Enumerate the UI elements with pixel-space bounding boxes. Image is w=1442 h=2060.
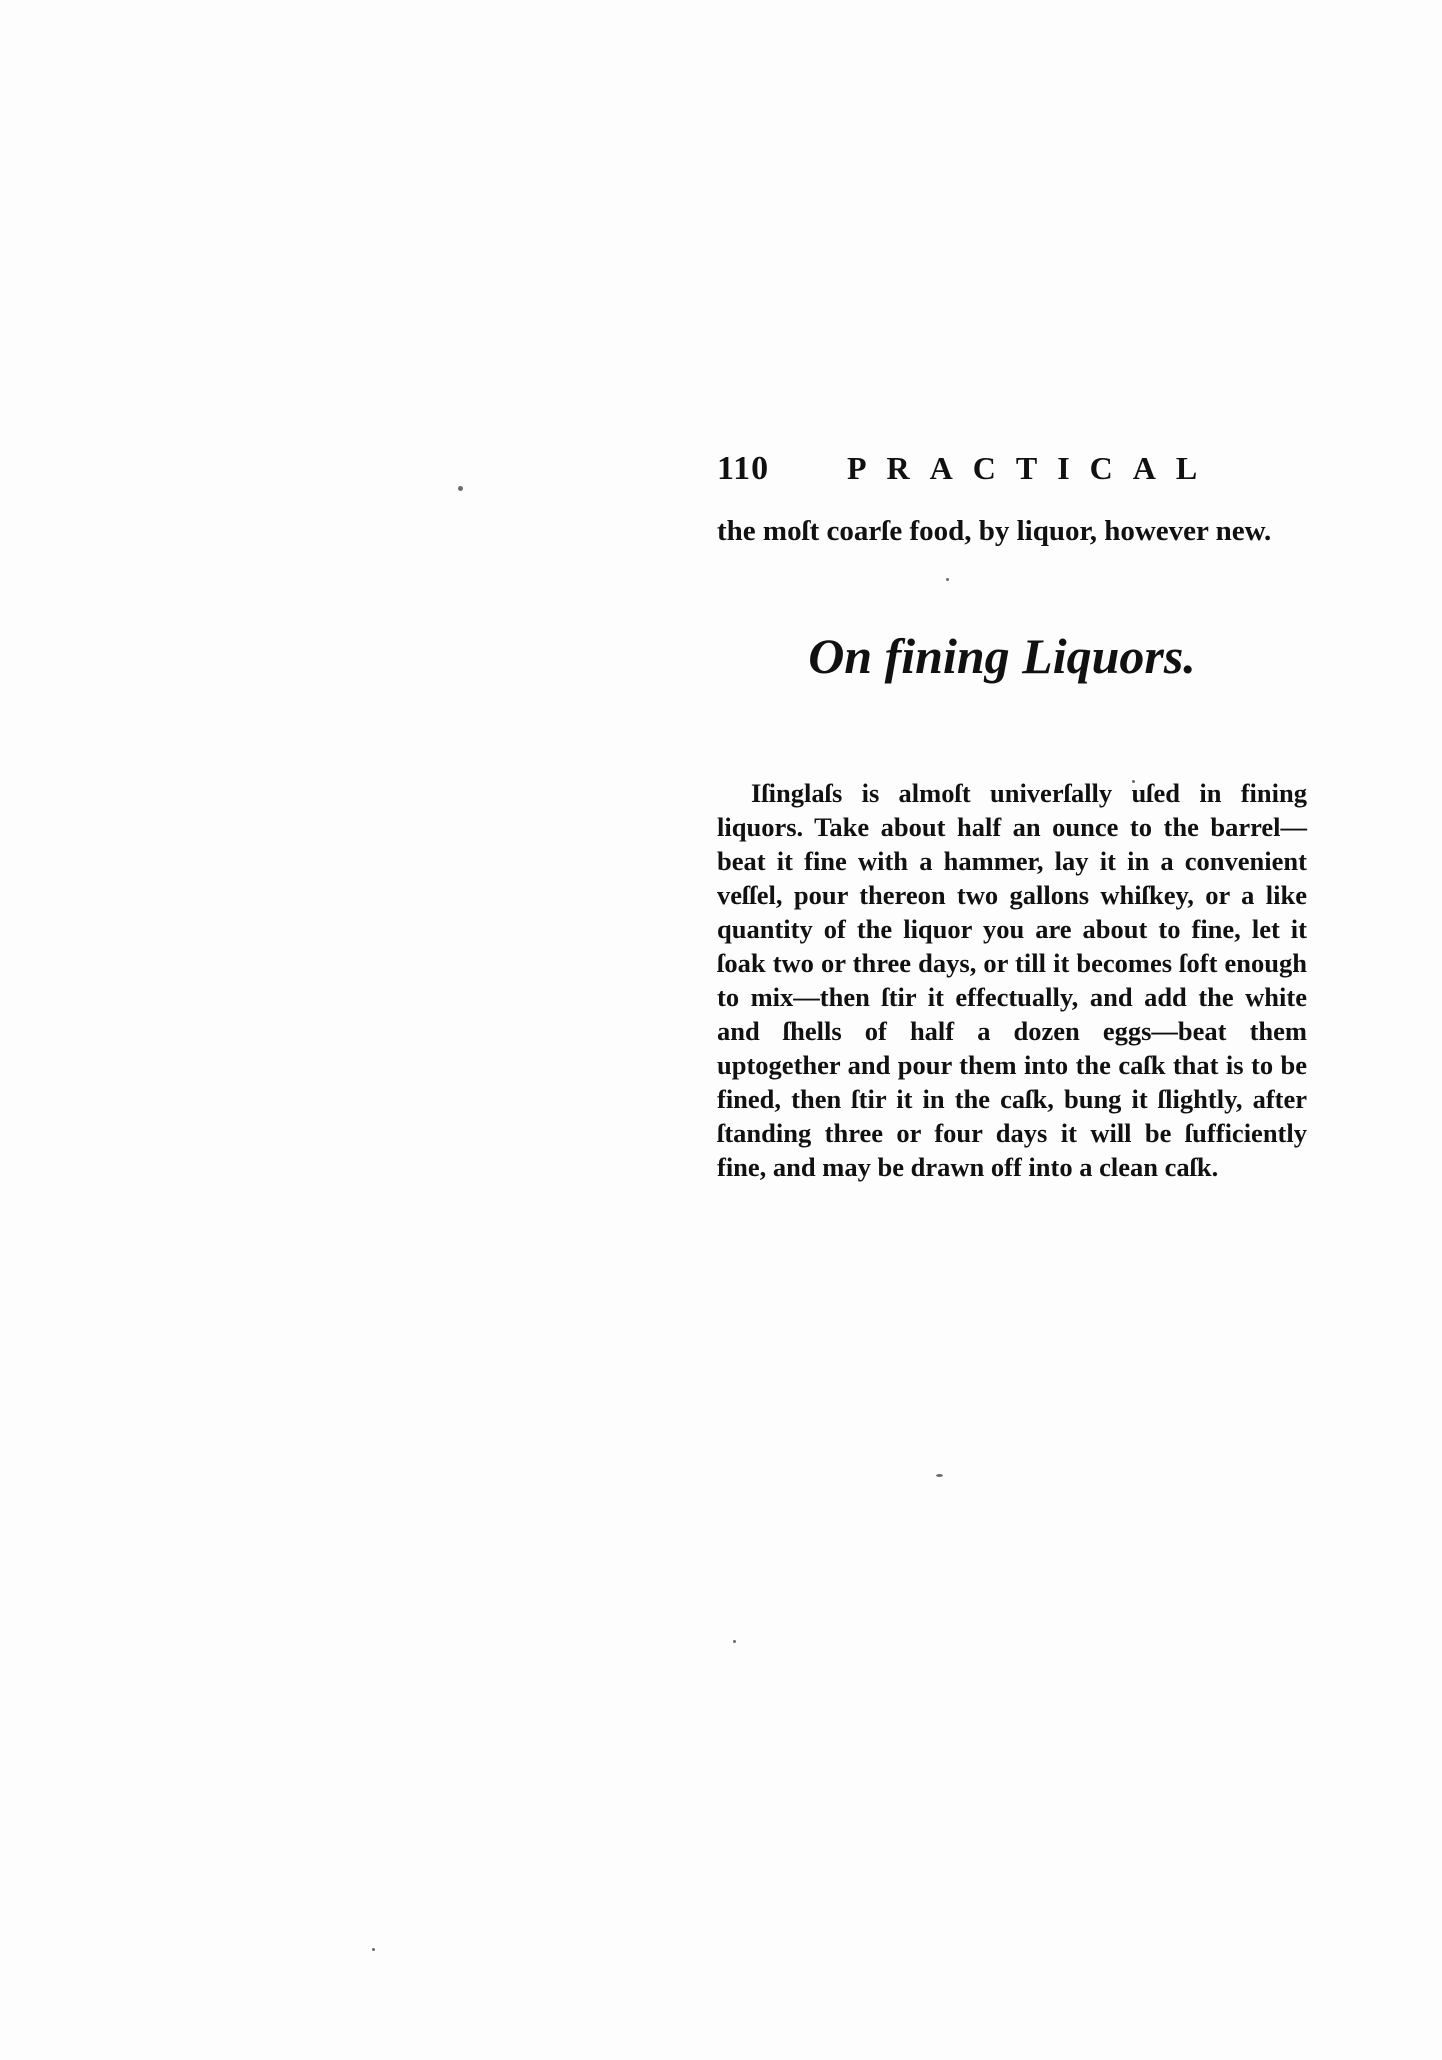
scan-speck — [458, 486, 463, 491]
section-heading: On fining Liquors. — [808, 628, 1196, 684]
scan-speck — [936, 1474, 943, 1477]
body-paragraph: Iſinglaſs is almoſt univerſally uſed in fining liquors. Take about half an ounce to the barrel—beat it fine with a hammer, lay it in a convenient veſſel, pour thereon two gallons whiſkey, or a like quantity of the liquor you are about to fine, let it ſoak two or three days, or till it becomes ſoft enough to mix—then ſtir it effectually, and add the white and ſhells of half a dozen eggs—beat them uptogether and pour them into the caſk that is to be fined, then ſtir it in the caſk, bung it ſlightly, after ſtanding three or four days it will be ſufficiently fine, and may be drawn off into a clean caſk. — [717, 778, 1307, 1182]
running-title: PRACTICAL — [847, 450, 1218, 486]
page-number: 110 — [717, 450, 770, 487]
scan-speck — [372, 1948, 375, 1951]
text-block — [717, 450, 1307, 1184]
running-head — [717, 450, 1307, 500]
continuation-text: the moſt coarſe food, by liquor, however new. — [717, 515, 1272, 547]
scan-speck — [733, 1640, 736, 1643]
